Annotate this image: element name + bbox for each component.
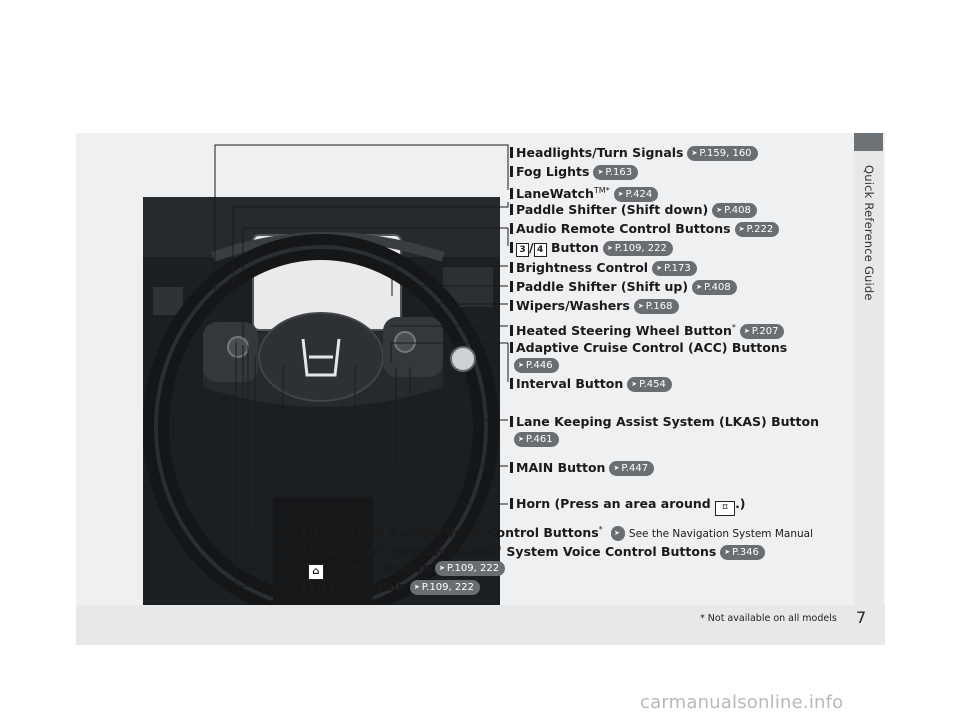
acc-page-ref[interactable]: ➤ P.446 bbox=[514, 358, 559, 373]
headlights-label: Headlights/Turn Signals➤ P.159, 160 bbox=[510, 145, 758, 161]
down-key-icon: 4 bbox=[534, 243, 547, 257]
interval-button-label: Interval Button➤ P.454 bbox=[510, 376, 672, 392]
page-number: 7 bbox=[856, 608, 867, 627]
horn-label: Horn (Press an area around ⌑ .) bbox=[510, 496, 746, 516]
home-icon: ⌂ bbox=[308, 564, 324, 580]
home-page-ref[interactable]: ➤ P.109, 222 bbox=[435, 561, 505, 576]
wipers-page-ref[interactable]: ➤ P.168 bbox=[634, 299, 679, 314]
bluetooth-voice-page-ref[interactable]: ➤ P.346 bbox=[720, 545, 765, 560]
audio-remote-page-ref[interactable]: ➤ P.222 bbox=[735, 222, 780, 237]
up-down-button-label: 3 / 4 Button➤ P.109, 222 bbox=[510, 240, 673, 257]
acc-ref-line bbox=[514, 357, 559, 373]
lkas-page-ref[interactable]: ➤ P.461 bbox=[514, 432, 559, 447]
main-page-ref[interactable]: ➤ P.447 bbox=[609, 461, 654, 476]
heated-wheel-label: Heated Steering Wheel Button*➤ P.207 bbox=[510, 320, 784, 339]
lkas-button-label: Lane Keeping Assist System (LKAS) Button bbox=[510, 414, 819, 430]
nav-manual-link[interactable] bbox=[611, 526, 625, 541]
interval-page-ref[interactable]: ➤ P.454 bbox=[627, 377, 672, 392]
enter-page-ref[interactable]: ➤ P.109, 222 bbox=[410, 580, 480, 595]
nav-voice-label: Navigation System Voice Control Buttons* ➤ See the Navigation System Manual bbox=[302, 522, 813, 542]
wipers-label: Wipers/Washers➤ P.168 bbox=[510, 298, 679, 314]
lanewatch-page-ref[interactable]: ➤ P.424 bbox=[614, 187, 659, 202]
headlights-page-ref[interactable]: ➤ P.159, 160 bbox=[687, 146, 757, 161]
lanewatch-label: LaneWatch$^{TM*}$➤ P.424 bbox=[510, 183, 658, 202]
audio-remote-label: Audio Remote Control Buttons➤ P.222 bbox=[510, 221, 779, 237]
up-down-page-ref[interactable]: ➤ P.109, 222 bbox=[603, 241, 673, 256]
lkas-ref-line bbox=[514, 431, 559, 447]
bluetooth-voice-label: Bluetooth® HandsFreeLink® System Voice Control Buttons➤ P.346 bbox=[302, 541, 765, 560]
main-button-label: MAIN Button➤ P.447 bbox=[510, 460, 654, 476]
side-tab-title: Quick Reference Guide bbox=[862, 165, 876, 301]
paddle-up-label: Paddle Shifter (Shift up)➤ P.408 bbox=[510, 279, 737, 295]
fog-lights-label: Fog Lights➤ P.163 bbox=[510, 164, 638, 180]
side-tab-header bbox=[854, 133, 883, 151]
horn-icon: ⌑ bbox=[715, 501, 735, 516]
footer-band bbox=[76, 605, 885, 645]
footnote: * Not available on all models bbox=[700, 613, 837, 624]
brightness-label: Brightness Control➤ P.173 bbox=[510, 260, 697, 276]
paddle-down-label: Paddle Shifter (Shift down)➤ P.408 bbox=[510, 202, 757, 218]
watermark: carmanualsonline.info bbox=[640, 692, 844, 713]
home-button-label: ⌂ (home) Button➤ P.109, 222 bbox=[302, 560, 505, 580]
paddle-down-page-ref[interactable]: ➤ P.408 bbox=[712, 203, 757, 218]
enter-button-label: ENTER Button➤ P.109, 222 bbox=[302, 579, 480, 595]
paddle-up-page-ref[interactable]: ➤ P.408 bbox=[692, 280, 737, 295]
up-key-icon: 3 bbox=[516, 243, 529, 257]
heated-wheel-page-ref[interactable]: ➤ P.207 bbox=[740, 324, 785, 339]
fog-lights-page-ref[interactable]: ➤ P.163 bbox=[593, 165, 638, 180]
brightness-page-ref[interactable]: ➤ P.173 bbox=[652, 261, 697, 276]
acc-buttons-label: Adaptive Cruise Control (ACC) Buttons bbox=[510, 340, 787, 356]
